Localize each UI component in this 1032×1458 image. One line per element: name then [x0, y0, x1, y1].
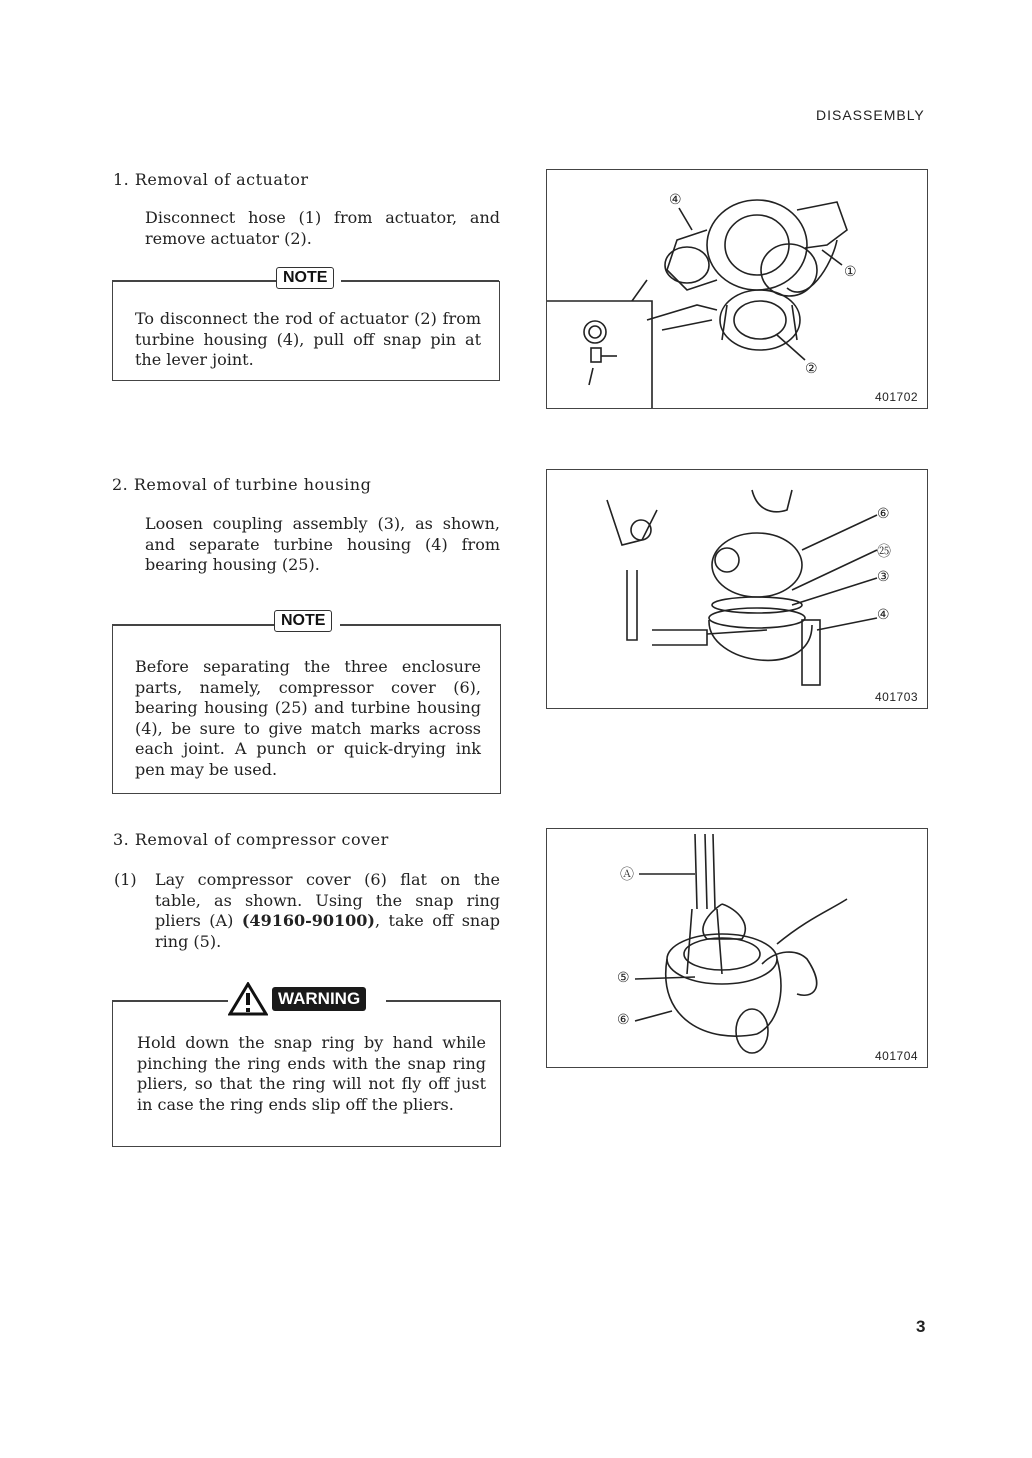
compressor-cover-illustration — [547, 829, 927, 1067]
note-1-badge: NOTE — [276, 267, 334, 289]
figure-401703 — [546, 469, 928, 709]
callout-A: Ⓐ — [620, 867, 634, 883]
callout-2: ② — [805, 361, 818, 377]
page-number: 3 — [916, 1317, 926, 1336]
warning-box — [112, 1001, 501, 1147]
figure-401702 — [546, 169, 928, 409]
callout-5: ⑤ — [617, 970, 630, 986]
note-1-text: To disconnect the rod of actuator (2) from turbine housing (4), pull off snap pin at the lever joint. — [135, 309, 481, 369]
section-1-body: Disconnect hose (1) from actuator, and remove actuator (2). — [145, 208, 500, 248]
figure-id: 401704 — [875, 1049, 919, 1063]
step-1-text-b: , take off snap ring (5). — [155, 911, 500, 951]
callout-6: ⑥ — [877, 506, 890, 522]
figure-id: 401702 — [875, 390, 919, 404]
section-3-heading: 3. Removal of compressor cover — [113, 830, 389, 849]
callout-6: ⑥ — [617, 1012, 630, 1028]
step-1-part-number: (49160-90100) — [241, 911, 375, 930]
note-2-box — [112, 625, 501, 794]
section-2-heading: 2. Removal of turbine housing — [112, 475, 372, 494]
callout-4: ④ — [669, 192, 682, 208]
step-1-text-a: Lay compressor cover (6) flat on the table, as shown. Using the snap ring pliers (A) — [155, 870, 500, 930]
turbocharger-actuator-illustration — [547, 170, 927, 408]
note-2-text: Before separating the three enclosure parts, namely, compressor cover (6), bearing housing (25) and turbine housing (4), be sure to give match marks across each joint. A punch or quick-drying ink pen may be used. — [135, 657, 481, 779]
callout-25: ㉕ — [877, 544, 891, 560]
callout-3: ③ — [877, 569, 890, 585]
section-header: DISASSEMBLY — [816, 107, 925, 123]
step-1-text — [155, 870, 500, 952]
step-1-number: (1) — [114, 870, 137, 889]
warning-text: Hold down the snap ring by hand while pinching the ring ends with the snap ring pliers, so that the ring will not fly off just in case the ring ends slip off the pliers. — [137, 1033, 486, 1114]
turbine-housing-illustration — [547, 470, 927, 708]
section-2-body: Loosen coupling assembly (3), as shown, and separate turbine housing (4) from bearing housing (25). — [145, 514, 500, 574]
figure-401704 — [546, 828, 928, 1068]
callout-4: ④ — [877, 607, 890, 623]
warning-label: WARNING — [272, 987, 366, 1011]
section-1-heading: 1. Removal of actuator — [113, 170, 309, 189]
callout-1: ① — [844, 264, 857, 280]
note-1-box — [112, 281, 500, 381]
note-2-badge: NOTE — [274, 610, 332, 632]
figure-id: 401703 — [875, 690, 919, 704]
